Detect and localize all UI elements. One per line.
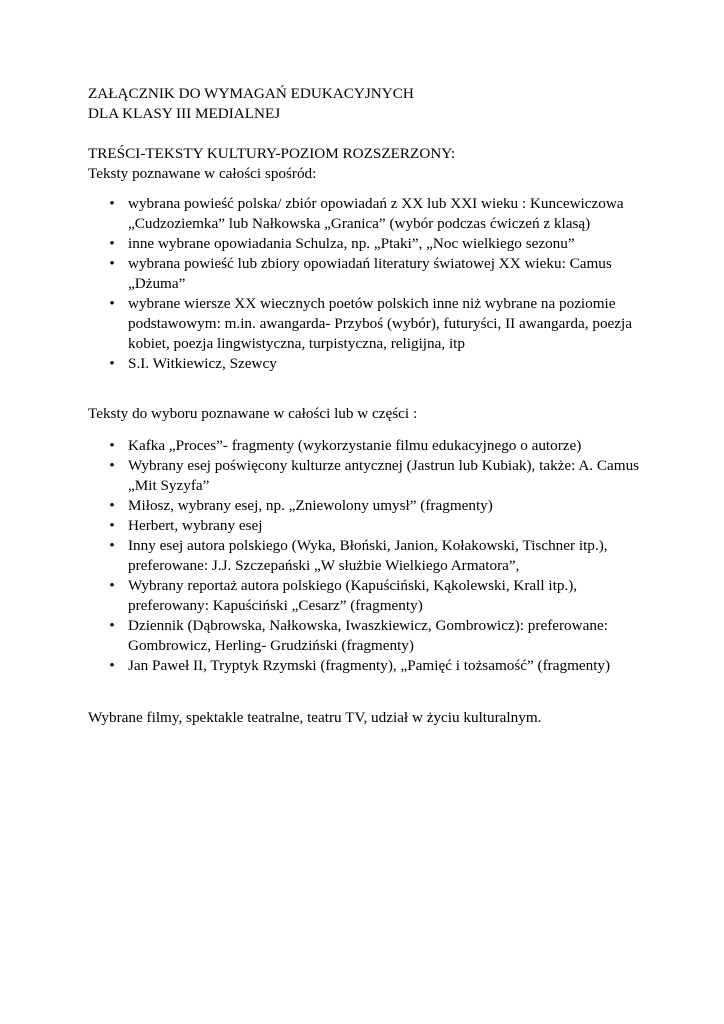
list-item-line: Wybrany esej poświęcony kulturze antycznej (Jastrun lub Kubiak), także: A. Camus [128,457,640,474]
list-item-line: Gombrowicz, Herling- Grudziński (fragmenty) [128,637,414,654]
closing-paragraph [88,708,648,728]
list-item [88,516,648,536]
list-item-line: preferowany: Kapuściński „Cesarz” (fragmenty) [128,597,423,614]
section1-header [88,144,648,184]
list-item-line: Dziennik (Dąbrowska, Nałkowska, Iwaszkiewicz, Gombrowicz): preferowane: [128,617,608,634]
list-item [88,536,648,576]
list-item [88,496,648,516]
document-heading [88,84,648,124]
list-item [88,576,648,616]
section2-intro: Teksty do wyboru poznawane w całości lub w części : [88,405,418,422]
list-item [88,294,648,354]
list-item-line: wybrana powieść polska/ zbiór opowiadań z XX lub XXI wieku : Kuncewiczowa [128,195,624,212]
bullet-icon: • [109,517,115,534]
list-item-line: „Dżuma” [128,275,186,292]
list-item-line: „Mit Syzyfa” [128,477,210,494]
section1-title: TREŚCI-TEKSTY KULTURY-POZIOM ROZSZERZONY: [88,145,456,162]
bullet-icon: • [109,437,115,454]
list-item [88,616,648,656]
list-item-line: S.I. Witkiewicz, Szewcy [128,355,277,372]
heading-line-1: ZAŁĄCZNIK DO WYMAGAŃ EDUKACYJNYCH [88,85,414,102]
closing-text: Wybrane filmy, spektakle teatralne, teatru TV, udział w życiu kulturalnym. [88,709,542,726]
list-item-line: Miłosz, wybrany esej, np. „Zniewolony umysł” (fragmenty) [128,497,493,514]
list-item-line: Jan Paweł II, Tryptyk Rzymski (fragmenty), „Pamięć i tożsamość” (fragmenty) [128,657,611,674]
list-item-line: Herbert, wybrany esej [128,517,263,534]
list-item-line: wybrana powieść lub zbiory opowiadań literatury światowej XX wieku: Camus [128,255,612,272]
list-item [88,194,648,234]
list-item [88,254,648,294]
section1-list [88,194,648,374]
list-item [88,456,648,496]
list-item [88,436,648,456]
list-item-line: Inny esej autora polskiego (Wyka, Błoński, Janion, Kołakowski, Tischner itp.), [128,537,608,554]
list-item-line: Wybrany reportaż autora polskiego (Kapuściński, Kąkolewski, Krall itp.), [128,577,578,594]
list-item-line: wybrane wiersze XX wiecznych poetów polskich inne niż wybrane na poziomie [128,295,616,312]
bullet-icon: • [109,355,115,372]
list-item-line: inne wybrane opowiadania Schulza, np. „Ptaki”, „Noc wielkiego sezonu” [128,235,575,252]
bullet-icon: • [109,577,115,594]
bullet-icon: • [109,235,115,252]
list-item-line: Kafka „Proces”- fragmenty (wykorzystanie filmu edukacyjnego o autorze) [128,437,582,454]
list-item [88,656,648,676]
bullet-icon: • [109,255,115,272]
list-item [88,234,648,254]
list-item-line: „Cudzoziemka” lub Nałkowska „Granica” (wybór podczas ćwiczeń z klasą) [128,215,591,232]
bullet-icon: • [109,195,115,212]
list-item-line: kobiet, poezja lingwistyczna, turpistyczna, religijna, itp [128,335,465,352]
bullet-icon: • [109,295,115,312]
list-item-line: podstawowym: m.in. awangarda- Przyboś (wybór), futuryści, II awangarda, poezja [128,315,632,332]
list-item [88,354,648,374]
list-item-line: preferowane: J.J. Szczepański „W służbie Wielkiego Armatora”, [128,557,520,574]
bullet-icon: • [109,537,115,554]
heading-line-2: DLA KLASY III MEDIALNEJ [88,105,281,122]
section1-intro: Teksty poznawane w całości spośród: [88,165,317,182]
section2-header [88,404,648,424]
bullet-icon: • [109,457,115,474]
bullet-icon: • [109,617,115,634]
bullet-icon: • [109,657,115,674]
section2-list [88,436,648,676]
bullet-icon: • [109,497,115,514]
